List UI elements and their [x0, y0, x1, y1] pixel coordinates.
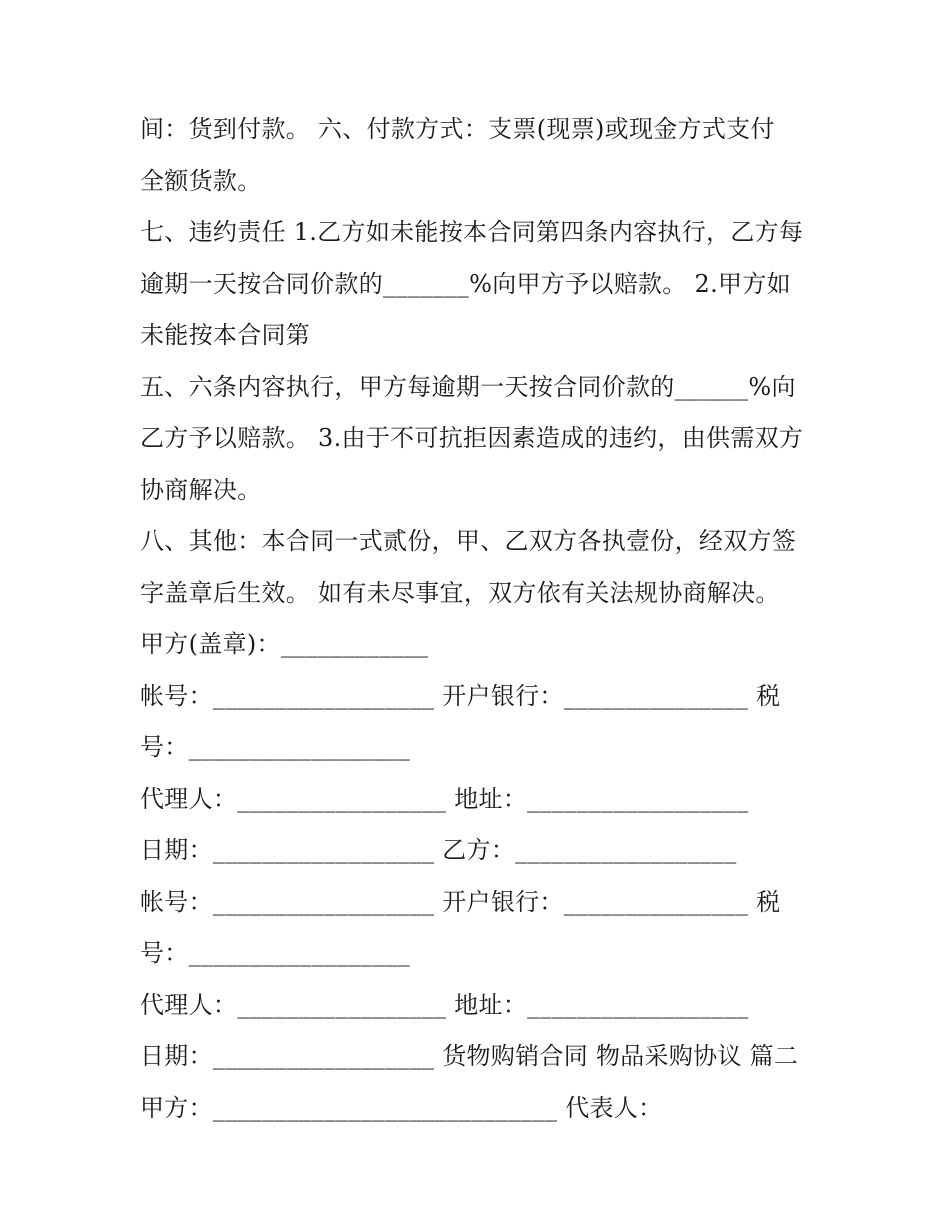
- party-b-date-line: 日期：__________________ 货物购销合同 物品采购协议 篇二: [140, 1042, 799, 1070]
- party-b-account-line: 帐号：__________________ 开户银行：_______________ 税: [140, 887, 781, 916]
- text-line-full-payment: 全额货款。: [140, 166, 262, 195]
- party-a-date-line: 日期：__________________ 乙方：__________________: [140, 836, 737, 864]
- text-line-payment-time: 间：货到付款。 六、付款方式：支票(现票)或现金方式支付: [140, 115, 775, 143]
- text-line-other-1: 八、其他：本合同一式贰份，甲、乙双方各执壹份，经双方签: [140, 527, 797, 555]
- text-line-breach-2: 逾期一天按合同价款的_______%向甲方予以赔款。 2.甲方如: [140, 269, 791, 298]
- party-a-tax-line: 号：__________________: [140, 733, 410, 761]
- document-page: [140, 104, 820, 1134]
- text-line-breach-4: 五、六条内容执行，甲方每逾期一天按合同价款的______%向: [140, 372, 796, 401]
- text-line-breach-6: 协商解决。: [140, 475, 262, 504]
- party-b-tax-line: 号：__________________: [140, 939, 410, 967]
- party-a-account-line: 帐号：__________________ 开户银行：_______________ 税: [140, 681, 781, 710]
- text-line-breach-3: 未能按本合同第: [140, 321, 311, 349]
- text-line-breach-1: 七、违约责任 1.乙方如未能按本合同第四条内容执行，乙方每: [140, 218, 804, 246]
- party-a-seal-line: 甲方(盖章)：____________: [140, 630, 429, 658]
- text-line-breach-5: 乙方予以赔款。 3.由于不可抗拒因素造成的违约，由供需双方: [140, 424, 804, 452]
- party-a-agent-line: 代理人：_________________ 地址：__________________: [140, 784, 749, 813]
- contract-two-party-a-line: 甲方：____________________________ 代表人：: [140, 1093, 663, 1122]
- text-line-other-2: 字盖章后生效。 如有未尽事宜，双方依有关法规协商解决。: [140, 578, 780, 607]
- party-b-agent-line: 代理人：_________________ 地址：__________________: [140, 990, 749, 1019]
